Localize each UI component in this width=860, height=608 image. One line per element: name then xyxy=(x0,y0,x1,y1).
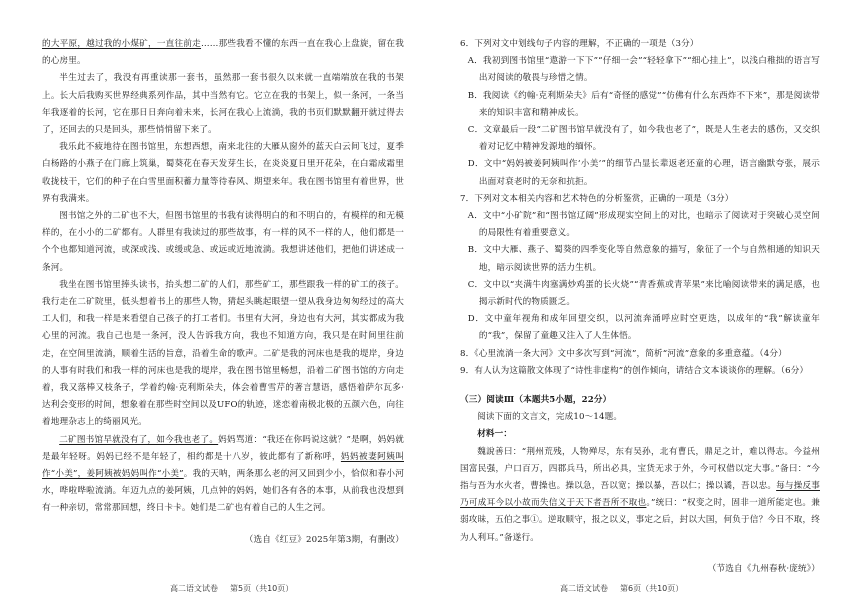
question-7-options xyxy=(460,208,820,346)
footer-page-number: 第6页（共10页） xyxy=(620,584,684,593)
essay-source: （选自《红豆》2025年第3期，有删改） xyxy=(244,534,404,545)
footer-subject: 高二语文试卷 xyxy=(560,584,608,593)
answer-option: B．我阅读《约翰·克利斯朵夫》后有“奇怪的感觉”“仿佛有什么东西炸不下来”，那是阅读带来的知识丰富和精神成长。 xyxy=(467,90,820,118)
footer-subject: 高二语文试卷 xyxy=(170,584,218,593)
essay-paragraph xyxy=(42,432,404,518)
text-run: 魏說善曰：“荆州荒残，人物殚尽，东有吴孙，北有曹氏，鼎足之计，难以得志。今益州国富民强，户口百万，四郡兵马，所出必具，宝货无求于外，今可权借以定大事。”备曰：“今指与吾为水火者，曹操也。操以急，吾以宽；操以暴，吾以仁；操以谲，吾以忠。 xyxy=(460,446,820,492)
question-7: 7．下列对文本相关内容和艺术特色的分析鉴赏，正确的一项是（3分） xyxy=(460,193,734,204)
essay-paragraph xyxy=(42,277,404,432)
essay-paragraph xyxy=(42,36,404,70)
essay-paragraph xyxy=(42,139,404,208)
question-6: 6．下列对文中划线句子内容的理解，不正确的一项是（3分） xyxy=(460,39,699,49)
underlined-sentence: 二矿图书馆早就没有了，如今我也老了。 xyxy=(59,434,219,445)
classical-source: （节选自《九州春秋·庞统》） xyxy=(707,563,820,574)
section-title: （三）阅读Ⅲ（本题共5小题，22分） xyxy=(460,395,612,406)
right-page xyxy=(430,0,860,608)
underlined-sentence: 每与操反事乃可成耳今以小故而失信义于天下者吾所不取也 xyxy=(460,481,820,509)
essay-paragraph xyxy=(42,70,404,139)
classical-passage xyxy=(460,444,820,547)
text-run: 。”统曰：“权变之时，固非一道所能定也。兼弱攻昧，五伯之事①。逆取顺守，报之以义，事定之后，封以大国，何负于信？今日不取，终为人利耳。”备遂行。 xyxy=(460,498,821,543)
answer-option: A．我初到图书馆里“遨游一下下”“仔细一会”“轻轻拿下”“细心挂上”，以浅白稚拙的语言写出对阅读的敬畏与珍惜之情。 xyxy=(467,56,820,84)
text-run: ……那些我看不懂的东西一直在我心上盘旋，留在我的心房里。 xyxy=(42,39,405,67)
text-run: 图书馆之外的二矿也不大，但图书馆里的书我有读得明白的和不明白的，有模样的和无模样的，在小小的二矿都有。人群里有我读过的那些故事，有一样的风不一样的人，他们都是一个个也都知道河流，或深或浅、或缓或急、或远或近地流淌。我想讲述他们，把他们讲述成一条河。 xyxy=(42,211,404,273)
text-run: 我坐在图书馆里捧头读书，抬头想二矿的人们，那些矿工，那些跟我一样的矿工的孩子。我行走在二矿院里，低头想着书上的那些人物，猜起头眺起眼望一望从我身边匆匆经过的高大工人们，和我一样是来看望自己孩子的打工者们。书里有大河，身边也有大河，其实都成为我心里的河流。我自己也是一条河，没人告诉我方向，我也不知道方向，我只是在时间里往前走，在空间里流淌，顺着生活的旨意，沿着生命的歌声。二矿是我的河床也是我的堤岸，身边的人事有时我们和我一样的河床也是我的堤岸，我在图书馆里畅想，沿着二矿图书馆的方向走着，我又落棒又枝条子，学着约翰·克利斯朵夫，体会着曹雪芹的著言慧语，感悟着萨尔瓦多·达利会变形的时间，想象着在那些时空间以及UFO的轨迹，迷恋着南极北极的五颜六色，向往着地理杂志上的绮丽风光。 xyxy=(42,279,404,428)
text-run: 半生过去了，我没有再重读那一套书，虽然那一套书很久以来就一直端端放在我的书架上。长大后我购买世界经典系列作品，其中当然有它。它立在我的书架上，似一条河，一条当年我逐着的长河，它在那日日奔向着未来，长河在我心上流淌，我的书页们默默翻开就过得去了，还回去的只是回头，那些悄悄留下来了。 xyxy=(42,73,404,136)
text-run: 妈妈骂道：“我还在你吗说这就？”是啊，妈妈就是最年轻呀。妈妈已经不是年轻了，相约都是十八岁，彼此都有了新称呼， xyxy=(42,434,404,462)
answer-option: A．文中“小矿院”和“图书馆辽阔”形成现实空间上的对比，也暗示了阅读对于突破心灵空间的局限性有着重要意义。 xyxy=(467,211,820,239)
text-run: 。我的天呐，两条那么老的河又回到少小，恰似和春小河水，哗啦哗啦流淌。年迈九点的姜阿姨，几点钟的妈妈，她们各有各的本事，从前我也没想到有一种亲切，常常那回想，终日卡卡。她们是二矿也有着自己的人生之河。 xyxy=(42,469,404,514)
question-6-options xyxy=(460,53,820,191)
answer-option: B．文中大雁、燕子、蜀葵的四季变化等自然意象的描写，象征了一个与自然相通的知识天地，暗示阅读世界的活力生机。 xyxy=(467,245,820,273)
answer-option: D．文中童年视角和成年回望交织，以河流奔涌呼应时空更迭，以成年的“我”解读童年的“我”，保留了童趣又注入了人生体悟。 xyxy=(467,314,820,342)
footer-left xyxy=(170,583,305,594)
answer-option: D．文中“妈妈被姜阿姨叫作‘小美’”的细节凸显长辈返老还童的心理，语言幽默夸张，展示出面对衰老时的无奈和抗拒。 xyxy=(467,159,820,187)
essay-paragraph xyxy=(42,208,404,277)
material-label: 材料一： xyxy=(477,429,513,440)
answer-option: C．文中以“夹满牛肉塞满炒鸡蛋的长火烧”“青香蕉或青苹果”来比喻阅读带来的满足感，也揭示新时代的物质匮乏。 xyxy=(467,279,820,308)
text-run: 我乐此不疲地待在图书馆里，东想西想，南来北往的大雁从窗外的蓝天白云间飞过，夏季白杨路的小燕子在门廊上筑巢，蜀葵花在春天发芽生长，在炎炎夏日里开花朵，在白霜成霜里收拢枝干，它们的种子在白雪里面积蓄力量等待春风、期望来年。我在图书馆里有着世界，世界有我满来。 xyxy=(42,142,404,204)
underlined-sentence: 妈妈被妻阿姨叫作“小美”，姜阿姨被妈妈叫作“小美” xyxy=(42,451,404,480)
reading-instruction: 阅读下面的文言文，完成10～14题。 xyxy=(477,412,623,423)
footer-page-number: 第5页（共10页） xyxy=(230,584,294,593)
question-8: 8．《心里流淌一条大河》文中多次写到“河流”，简析“河流”意象的多重意蕴。（4分） xyxy=(460,348,787,359)
footer-right xyxy=(560,583,695,594)
question-9: 9．有人认为这篇散文体现了“诗性非虚构”的创作倾向，请结合文本谈谈你的理解。（6分） xyxy=(460,365,809,376)
underlined-sentence: 的大平原，越过我的小煤矿，一直往前走 xyxy=(42,39,202,49)
essay-body xyxy=(42,36,404,518)
answer-option: C．文章最后一段“二矿图书馆早就没有了，如今我也老了”，既是人生老去的感伤，又交织着对记忆中精神发源地的缅怀。 xyxy=(467,125,820,153)
